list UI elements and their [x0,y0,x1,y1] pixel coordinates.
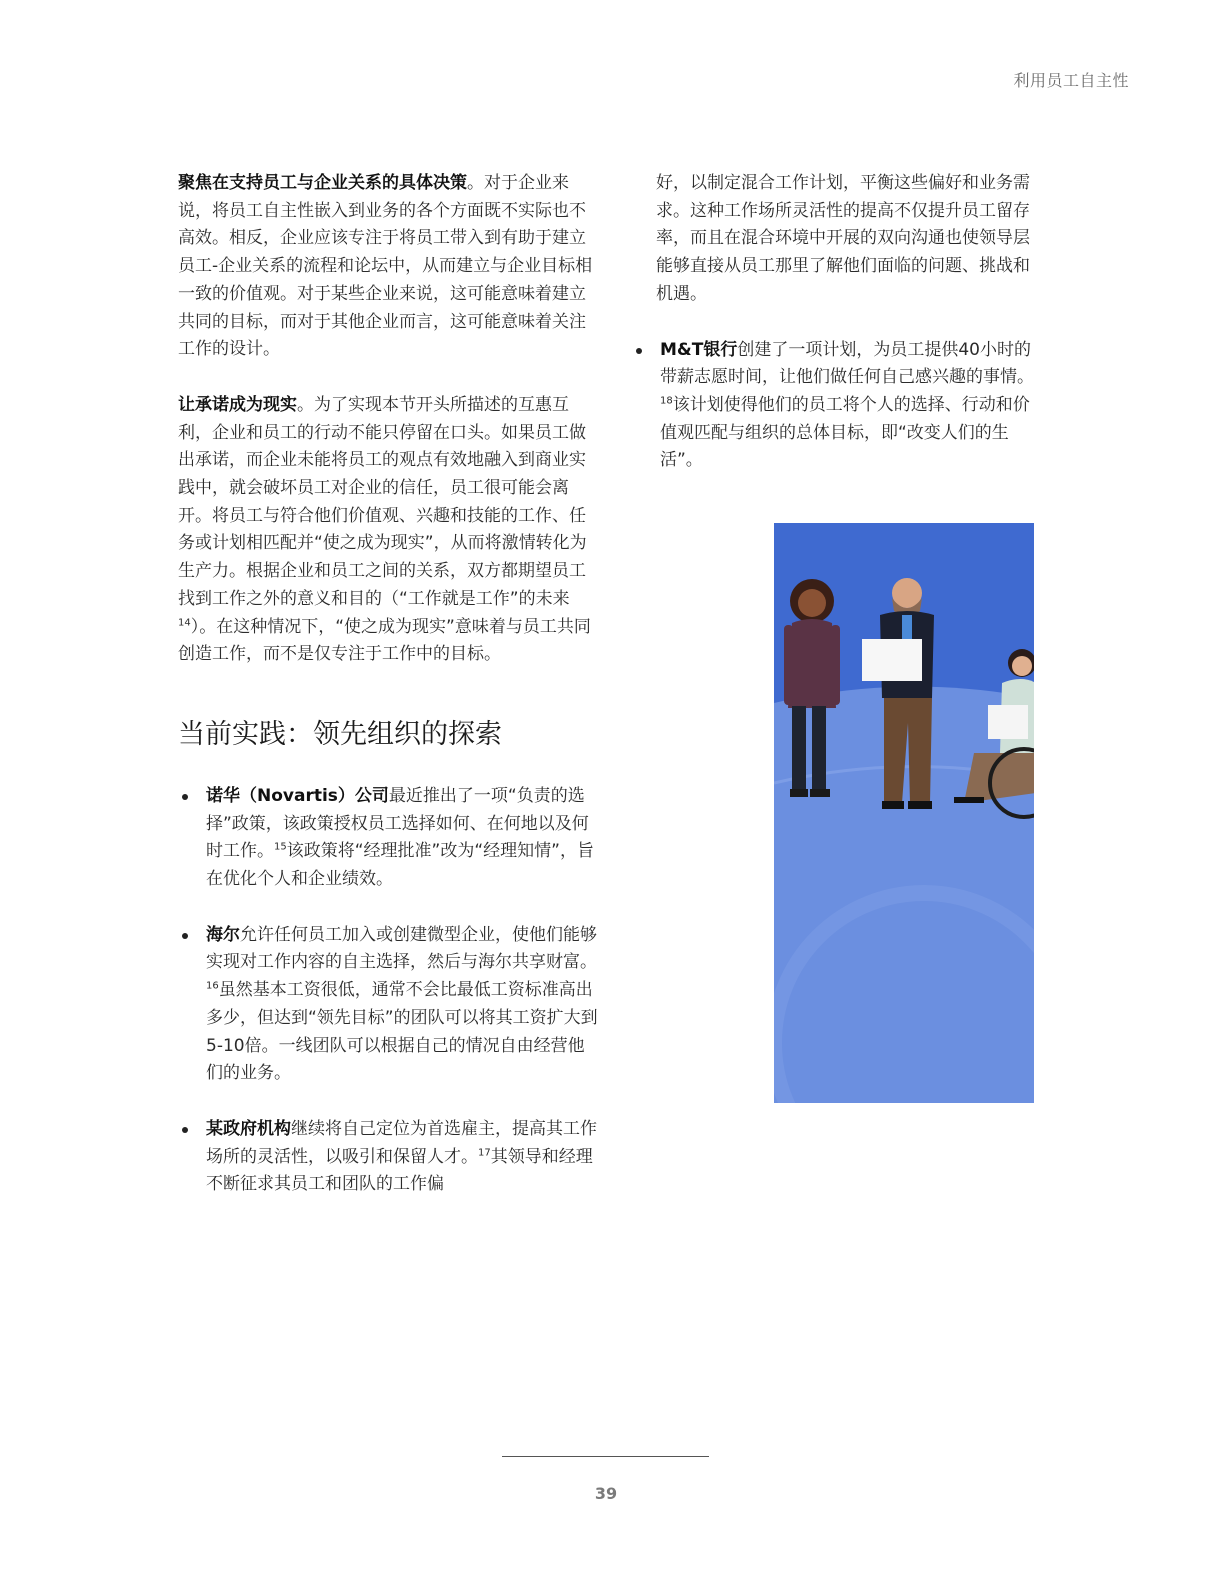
running-header: 利用员工自主性 [1013,71,1129,90]
item-text: 继续将自己定位为首选雇主，提高其工作场所的灵活性，以吸引和保留人才。 [206,1118,597,1167]
people-illustration [774,523,1034,1103]
practice-list [178,783,598,1199]
paragraph-lead: 聚焦在支持员工与企业关系的具体决策 [178,173,467,193]
list-item [178,1116,598,1199]
right-column [632,170,1042,503]
bullet-icon [182,933,188,939]
paragraph-focus-decisions [178,170,598,364]
paragraph-body: ）。在这种情况下，“使之成为现实”意味着与员工共同创造工作，而不是仅专注于工作中的目标。 [178,616,591,665]
bullet-icon [182,794,188,800]
paragraph-body: 。为了实现本节开头所描述的互惠互利，企业和员工的行动不能只停留在口头。如果员工做出承诺，而企业未能将员工的观点有效地融入到商业实践中，就会破坏员工对企业的信任，员工很可能会离开。将员工与符合他们价值观、兴趣和技能的工作、任务或计划相匹配并“使之成为现实”，从而将激情转化为生产力。根据企业和员工之间的关系，双方都期望员工找到工作之外的意义和目的（“工作就是工作”的未来 [178,394,587,609]
bullet-icon [182,1127,188,1133]
item-text: 该政策将“经理批准”改为“经理知情”，旨在优化个人和企业绩效。 [206,841,594,890]
org-name: M&T银行 [660,339,738,360]
list-item [632,337,1042,476]
footnote-ref: 16 [206,980,219,992]
left-column [178,170,598,1227]
practice-list-continued [632,337,1042,476]
item-text: 该计划使得他们的员工将个人的选择、行动和价值观匹配与组织的总体目标，即“改变人们的生活”。 [660,394,1030,471]
org-name: 诺华（Novartis）公司 [206,785,389,806]
list-item [178,922,598,1088]
item-text: 创建了一项计划，为员工提供40小时的带薪志愿时间，让他们做任何自己感兴趣的事情。 [660,339,1034,388]
list-item [178,783,598,894]
footer-divider [502,1456,709,1457]
item-text: 允许任何员工加入或创建微型企业，使他们能够实现对工作内容的自主选择，然后与海尔共享财富。 [206,924,597,973]
section-heading: 当前实践：领先组织的探索 [178,718,502,750]
bullet-icon [636,348,642,354]
paragraph-body: 。对于企业来说，将员工自主性嵌入到业务的各个方面既不实际也不高效。相反，企业应该专注于将员工带入到有助于建立员工-企业关系的流程和论坛中，从而建立与企业目标相一致的价值观。对于某些企业来说，这可能意味着建立共同的目标，而对于其他企业而言，这可能意味着关注工作的设计。 [178,173,593,360]
footnote-ref: 17 [478,1147,491,1159]
org-name: 海尔 [206,924,240,945]
item-text: 虽然基本工资很低，通常不会比最低工资标准高出多少，但达到“领先目标”的团队可以将其工资扩大到5-10倍。一线团队可以根据自己的情况自由经营他们的业务。 [206,980,598,1084]
people-illustration-svg [774,523,1034,1103]
list-item-continuation: 好，以制定混合工作计划，平衡这些偏好和业务需求。这种工作场所灵活性的提高不仅提升员工留存率，而且在混合环境中开展的双向沟通也使领导层能够直接从员工那里了解他们面临的问题、挑战和机遇。 [656,173,1030,304]
paragraph-make-it-real [178,392,598,669]
footnote-ref: 14 [178,616,191,628]
org-name: 某政府机构 [206,1118,291,1139]
item-text: 其领导和经理不断征求其员工和团队的工作偏 [206,1146,593,1195]
item-text: 最近推出了一项“负责的选择”政策，该政策授权员工选择如何、在何地以及何时工作。 [206,785,589,862]
footnote-ref: 18 [660,395,673,407]
paragraph-lead: 让承诺成为现实 [178,394,297,415]
page-number: 39 [594,1484,618,1503]
footnote-ref: 15 [274,841,287,853]
